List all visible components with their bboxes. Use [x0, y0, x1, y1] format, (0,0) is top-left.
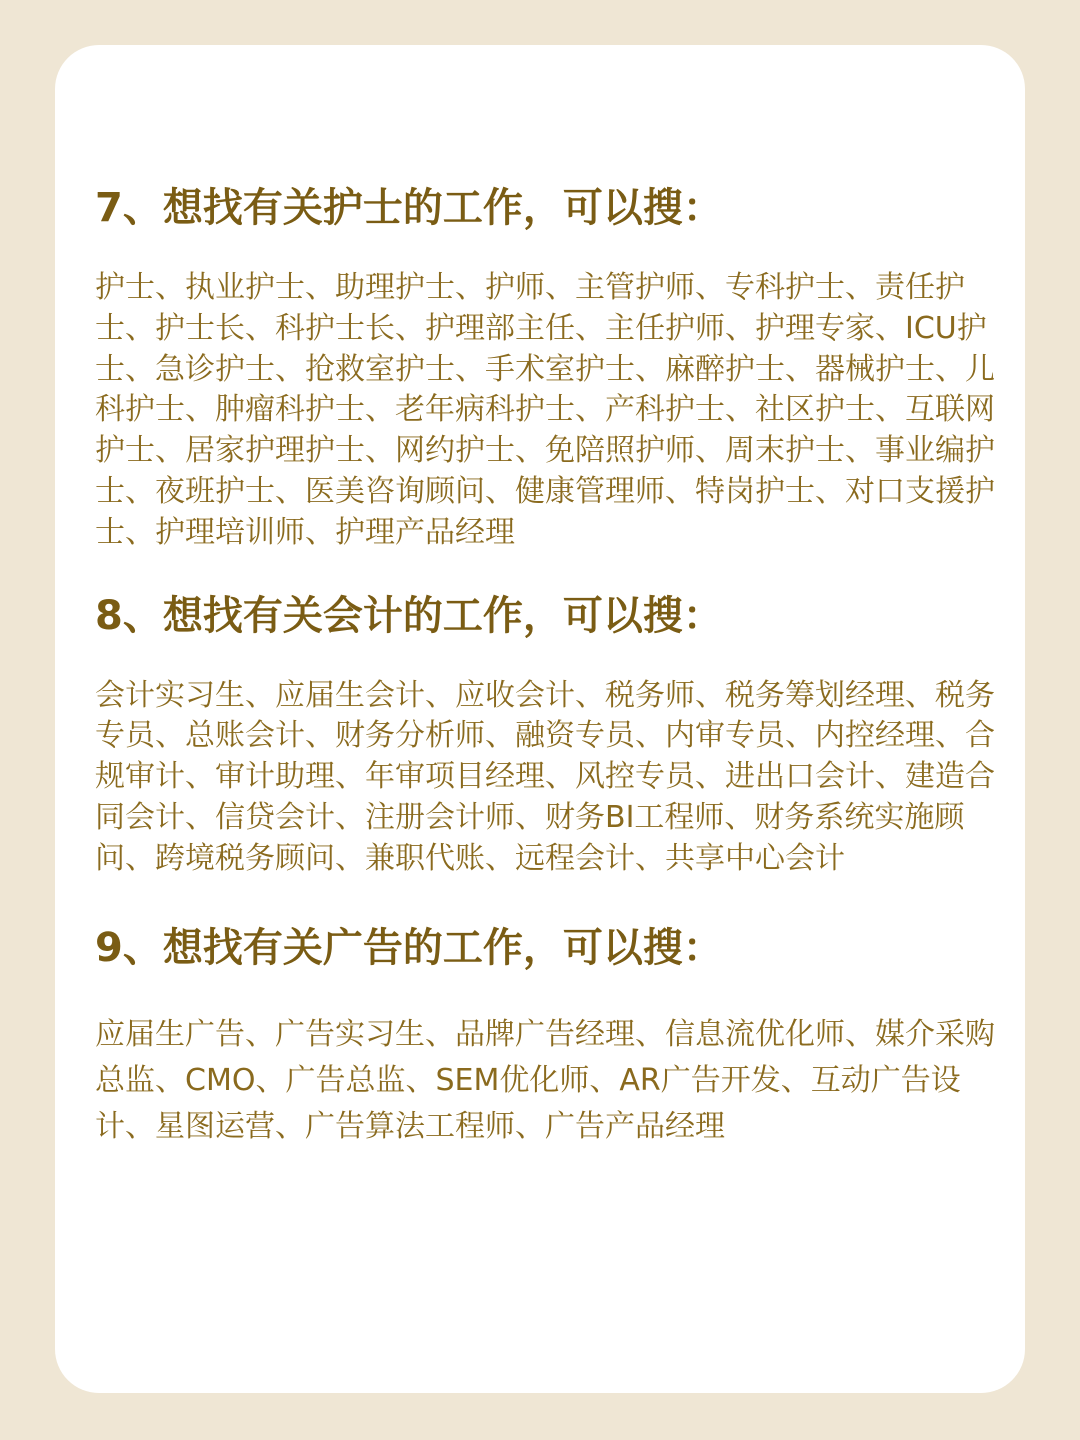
section-advertising-jobs [95, 920, 995, 1150]
section-accounting-jobs [95, 588, 995, 880]
section-body: 护士、执业护士、助理护士、护师、主管护师、专科护士、责任护士、护士长、科护士长、护理部主任、主任护师、护理专家、ICU护士、急诊护士、抢救室护士、手术室护士、麻醉护士、器械护士、儿科护士、肿瘤科护士、老年病科护士、产科护士、社区护士、互联网护士、居家护理护士、网约护士、免陪照护师、周末护士、事业编护士、夜班护士、医美咨询顾问、健康管理师、特岗护士、对口支援护士、护理培训师、护理产品经理 [95, 270, 995, 550]
section-title: 8、想找有关会计的工作，可以搜： [95, 592, 723, 639]
content-card [55, 45, 1025, 1393]
section-title: 7、想找有关护士的工作，可以搜： [95, 185, 723, 231]
section-body: 会计实习生、应届生会计、应收会计、税务师、税务筹划经理、税务专员、总账会计、财务分析师、融资专员、内审专员、内控经理、合规审计、审计助理、年审项目经理、风控专员、进出口会计、建造合同会计、信贷会计、注册会计师、财务BI工程师、财务系统实施顾问、跨境税务顾问、兼职代账、远程会计、共享中心会计 [95, 677, 995, 876]
section-nurse-jobs [95, 180, 995, 554]
content-area [95, 180, 995, 1150]
section-body: 应届生广告、广告实习生、品牌广告经理、信息流优化师、媒介采购总监、CMO、广告总监、SEM优化师、AR广告开发、互动广告设计、星图运营、广告算法工程师、广告产品经理 [95, 1016, 995, 1144]
section-title: 9、想找有关广告的工作，可以搜： [95, 924, 723, 971]
